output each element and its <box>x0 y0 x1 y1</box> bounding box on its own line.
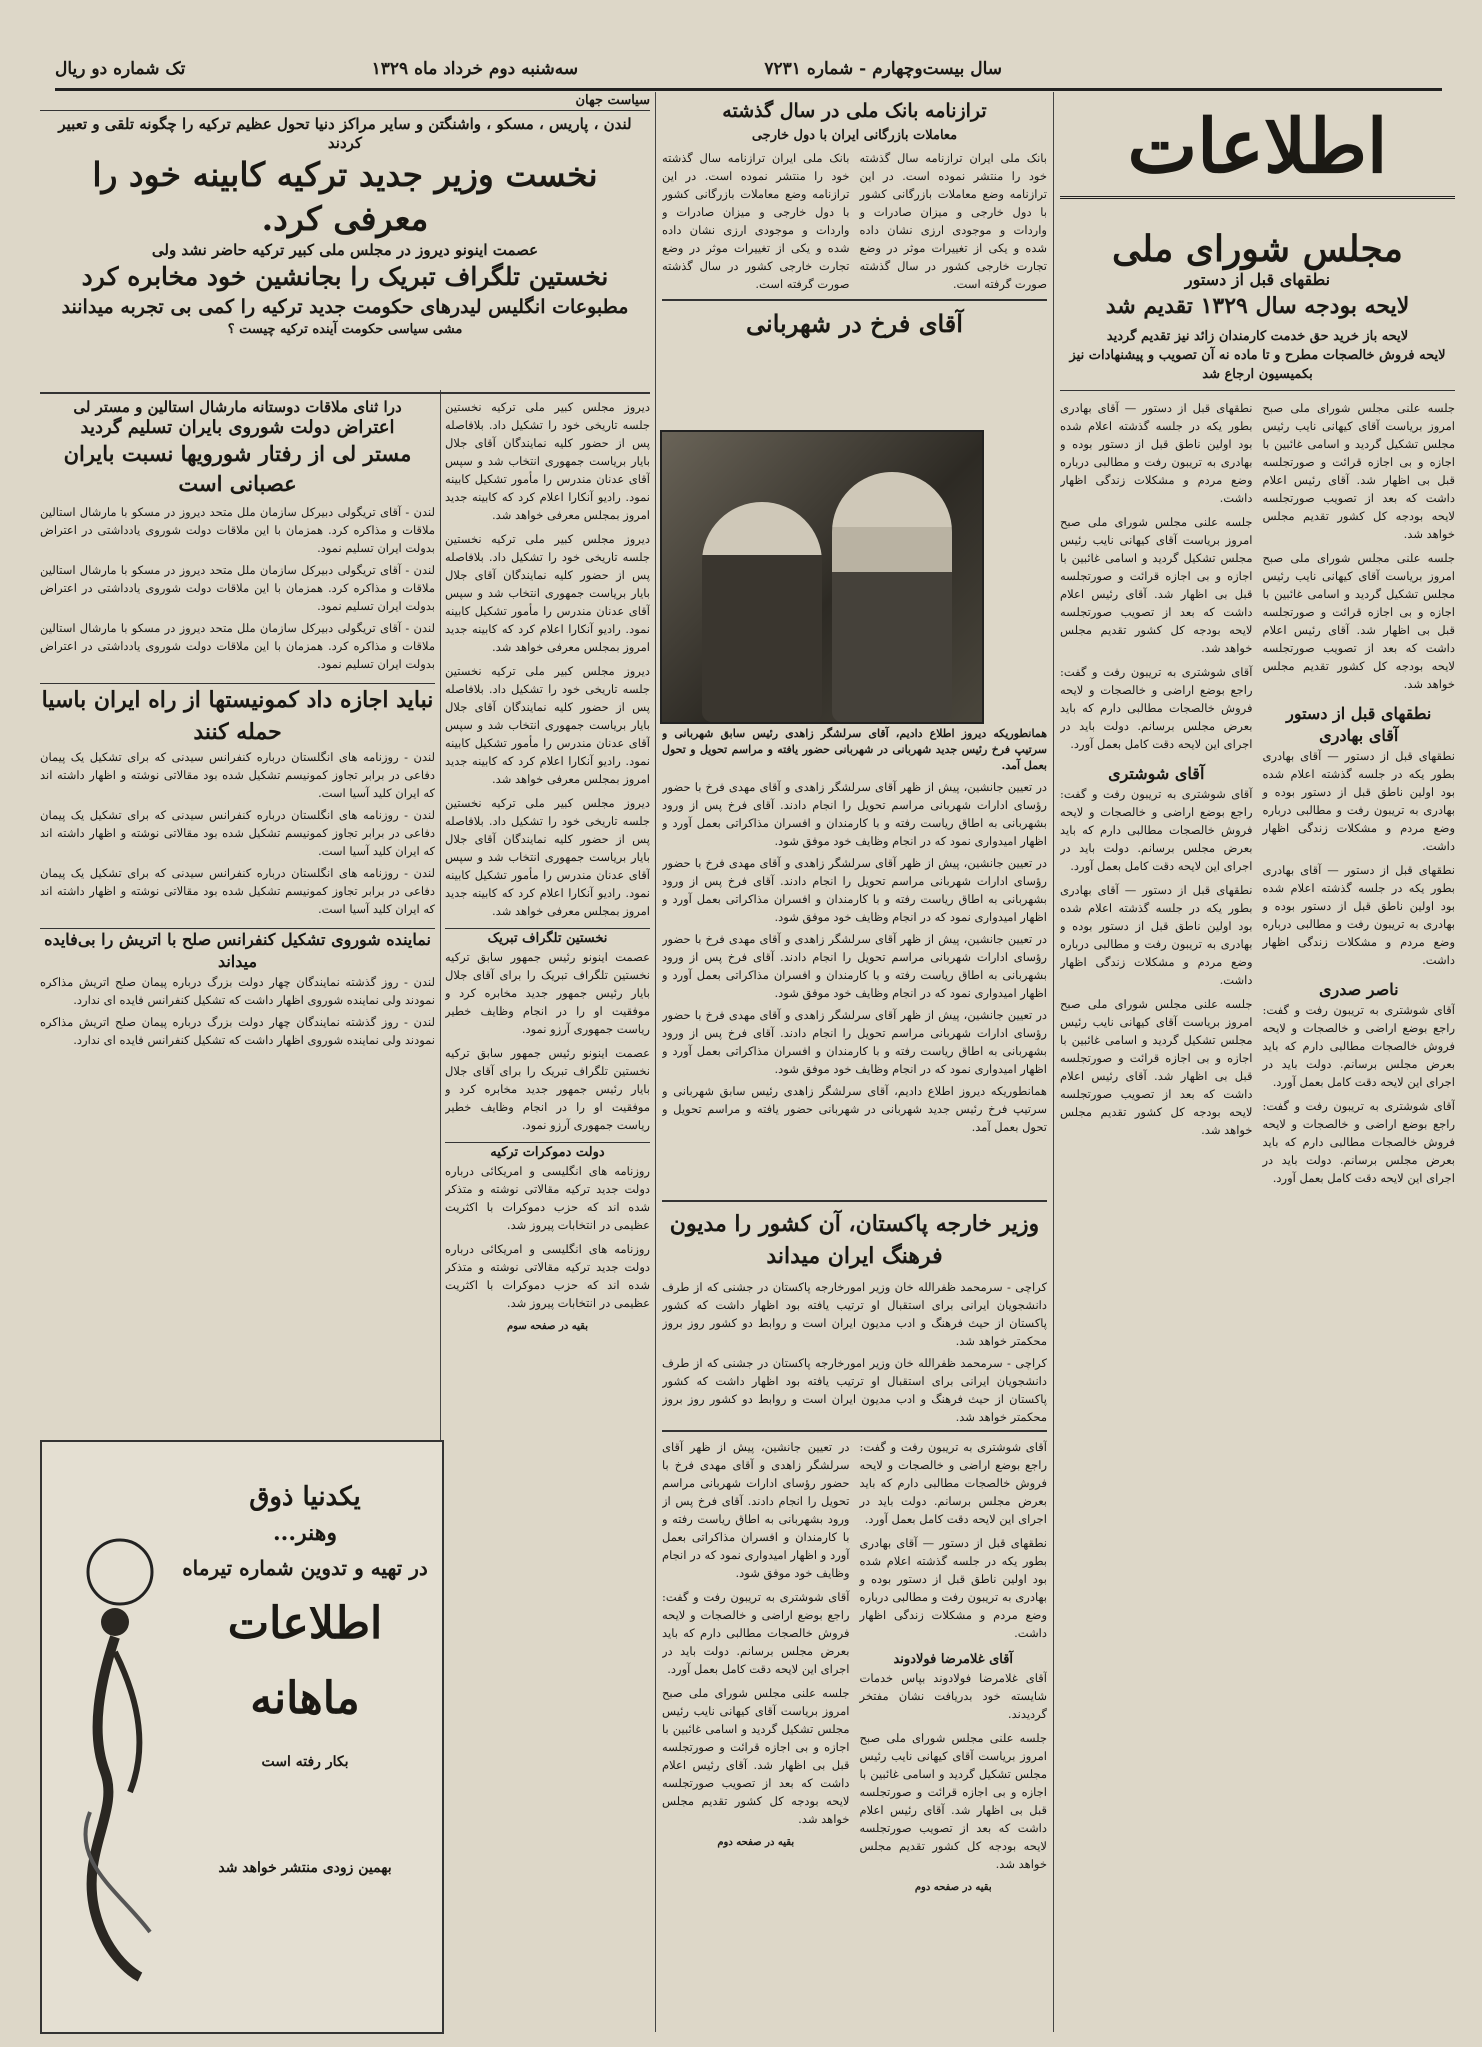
ad-text-block <box>180 1482 430 1876</box>
continued-footer: بقیه در صفحه دوم <box>717 1837 795 1848</box>
world-lead: لندن ، پاریس ، مسکو ، واشنگتن و سایر مراکز دنیا تحول عظیم ترکیه را چگونه تلقی و تعبیر کردند <box>58 115 632 152</box>
communists-title: نباید اجازه داد کمونیستها از راه ایران باسیا حمله کنند <box>40 683 435 748</box>
telegram-title: نخستین تلگراف تبریک <box>445 928 650 948</box>
budget-headline: لایحه بودجه سال ۱۳۲۹ تقدیم شد <box>1105 293 1410 319</box>
telegram-body: عصمت اینونو رئیس جمهور سابق ترکیه نخستین تلگراف تبریک را برای آقای جلال بایار رئیس جمهور جدید مخابره کرد و موفقیت او را در انجام وظایف خطیر ریاست جمهوری آرزو نمود. <box>445 950 650 1036</box>
police-chiefs-photo <box>660 430 984 724</box>
majlis-body: آقای شوشتری به تریبون رفت و گفت: راجع بوضع اراضی و خالصجات و لایحه فروش خالصجات مطالبی دارم که باید بعرض مجلس برسانم. دولت باید در اجرای این لایحه دقت کامل بعمل آورد. <box>1060 665 1253 751</box>
democrats-body: روزنامه های انگلیسی و امریکائی درباره دولت جدید ترکیه مقالاتی نوشته و متذکر شده اند که حزب دموکرات با اکثریت عظیمی در انتخابات پیروز شد. <box>445 1164 650 1232</box>
stalin-title-2: اعتراض دولت شوروی بایران تسلیم گردید <box>80 417 395 438</box>
column-rule <box>655 92 656 2032</box>
continued-body: جلسه علنی مجلس شورای ملی صبح امروز بریاست آقای کیهانی نایب رئیس مجلس تشکیل گردید و اسامی غائبین با اجازه و بی اجازه قرائت و صورتجلسه قبل بی اظهار شد. آقای رئیس اعلام داشت که بعد از تصویب صورتجلسه لایحه بودجه کل کشور تقدیم مجلس خواهد شد. <box>662 1686 850 1826</box>
issue-date: سه‌شنبه دوم خرداد ماه ۱۳۲۹ <box>371 59 579 79</box>
majlis-body: آقای شوشتری به تریبون رفت و گفت: راجع بوضع اراضی و خالصجات و لایحه فروش خالصجات مطالبی دارم که باید بعرض مجلس برسانم. دولت باید در اجرای این لایحه دقت کامل بعمل آورد. <box>1060 787 1253 873</box>
bank-subtitle: معاملات بازرگانی ایران با دول خارجی <box>751 128 958 143</box>
ad-line-5: ماهانه <box>250 1673 360 1724</box>
bank-body: بانک ملی ایران ترازنامه سال گذشته خود را منتشر نموده است. در این ترازنامه وضع معاملات بازرگانی کشور با دول خارجی و میزان صادرات و واردات و موجودی ارزی نشان داده شده و یکی از تغییرات موثر در وضع تجارت خارجی کشور در سال گذشته صورت گرفته است. <box>662 151 850 291</box>
shushtari-heading: آقای شوشتری <box>1108 764 1205 783</box>
ad-line-6: بکار رفته است <box>261 1754 349 1770</box>
continued-body: جلسه علنی مجلس شورای ملی صبح امروز بریاست آقای کیهانی نایب رئیس مجلس تشکیل گردید و اسامی غائبین با اجازه و بی اجازه قرائت و صورتجلسه قبل بی اظهار شد. آقای رئیس اعلام داشت که بعد از تصویب صورتجلسه لایحه بودجه کل کشور تقدیم مجلس خواهد شد. <box>859 1731 1047 1871</box>
british-press-headline: مطبوعات انگلیس لیدرهای حکومت جدید ترکیه را کمی بی تجربه میدانند <box>61 296 629 318</box>
communists-body: لندن - روزنامه های انگلستان درباره کنفرانس سیدنی که برای تشکیل یک پیمان دفاعی در برابر تجاوز کمونیسم تشکیل شده بود مقالاتی نوشته و اظهار داشته اند که ایران کلید آسیا است. <box>40 750 435 800</box>
turkey-body: دیروز مجلس کبیر ملی ترکیه نخستین جلسه تاریخی خود را تشکیل داد. بلافاصله پس از حضور کلیه نمایندگان آقای جلال بایار بریاست جمهوری انتخاب شد و سپس آقای عدنان مندرس را مأمور تشکیل کابینه نمود. رادیو آنکارا اعلام کرد که کابینه جدید امروز بمجلس معرفی خواهد شد. <box>445 796 650 918</box>
peace-body: لندن - روز گذشته نمایندگان چهار دولت بزرگ درباره پیمان صلح اتریش مذاکره نمودند ولی نماینده شوروی اظهار داشت که تشکیل کنفرانس فایده ای ندارد. <box>40 975 435 1007</box>
farrokh-body: در تعیین جانشین، پیش از ظهر آقای سرلشگر زاهدی و آقای مهدی فرخ با حضور رؤسای ادارات شهربانی مراسم تحویل را انجام دادند. آقای فرخ پس از ورود بشهربانی به اطاق ریاست رفته و با کارمندان و افسران مذاکراتی بعمل آورد و اظهار امیدواری نمود که در انجام وظایف خود موفق شود. <box>662 780 1047 848</box>
sale-headline: لایحه فروش خالصجات مطرح و تا ماده نه آن تصویب و پیشنهادات نیز بکمیسیون ارجاع شد <box>1060 346 1455 391</box>
issue-number: سال بیست‌وچهارم - شماره ۷۲۳۱ <box>764 59 1002 79</box>
pakistan-body: کراچی - سرمحمد ظفرالله خان وزیر امورخارجه پاکستان در جشنی که از طرف دانشجویان ایرانی برای استقبال او ترتیب یافته بود اظهار داشت که کشور پاکستان از حیث فرهنگ و ادب مدیون ایران است و روابط دو کشور روز بروز محکمتر خواهد شد. <box>662 1356 1047 1424</box>
communists-body: لندن - روزنامه های انگلستان درباره کنفرانس سیدنی که برای تشکیل یک پیمان دفاعی در برابر تجاوز کمونیسم تشکیل شده بود مقالاتی نوشته و اظهار داشته اند که ایران کلید آسیا است. <box>40 808 435 858</box>
monthly-magazine-ad <box>40 1440 444 2034</box>
pakistan-body: کراچی - سرمحمد ظفرالله خان وزیر امورخارجه پاکستان در جشنی که از طرف دانشجویان ایرانی برای استقبال او ترتیب یافته بود اظهار داشت که کشور پاکستان از حیث فرهنگ و ادب مدیون ایران است و روابط دو کشور روز بروز محکمتر خواهد شد. <box>662 1280 1047 1348</box>
continued-body: آقای شوشتری به تریبون رفت و گفت: راجع بوضع اراضی و خالصجات و لایحه فروش خالصجات مطالبی دارم که باید بعرض مجلس برسانم. دولت باید در اجرای این لایحه دقت کامل بعمل آورد. <box>859 1440 1047 1526</box>
turkey-body-column <box>445 398 650 2018</box>
majlis-body: نطقهای قبل از دستور — آقای بهادری بطور یکه در جلسه گذشته اعلام شده بود اولین ناطق قبل از دستور بوده و بهادری به تریبون رفت و مطالبی درباره وضع مردم و مشکلات زندگی اظهار داشت. <box>1262 749 1455 853</box>
majlis-title: مجلس شورای ملی <box>1112 228 1403 270</box>
telegram-body: عصمت اینونو رئیس جمهور سابق ترکیه نخستین تلگراف تبریک را برای آقای جلال بایار رئیس جمهور جدید مخابره کرد و موفقیت او را در انجام وظایف خطیر ریاست جمهوری آرزو نمود. <box>445 1046 650 1132</box>
section-rule <box>662 1200 1047 1202</box>
farrokh-body: در تعیین جانشین، پیش از ظهر آقای سرلشگر زاهدی و آقای مهدی فرخ با حضور رؤسای ادارات شهربانی مراسم تحویل را انجام دادند. آقای فرخ پس از ورود بشهربانی به اطاق ریاست رفته و با کارمندان و افسران مذاکراتی بعمل آورد و اظهار امیدواری نمود که در انجام وظایف خود موفق شود. <box>662 932 1047 1000</box>
majlis-body: جلسه علنی مجلس شورای ملی صبح امروز بریاست آقای کیهانی نایب رئیس مجلس تشکیل گردید و اسامی غائبین با اجازه و بی اجازه قرائت و صورتجلسه قبل بی اظهار شد. آقای رئیس اعلام داشت که بعد از تصویب صورتجلسه لایحه بودجه کل کشور تقدیم مجلس خواهد شد. <box>1262 401 1455 541</box>
farrokh-body: همانطوریکه دیروز اطلاع دادیم، آقای سرلشگر زاهدی رئیس سابق شهربانی و سرتیپ فرخ رئیس جدید شهربانی در شهربانی حضور یافته و مراسم تحویل و تحول بعمل آمد. <box>662 1084 1047 1134</box>
continued-body: آقای شوشتری به تریبون رفت و گفت: راجع بوضع اراضی و خالصجات و لایحه فروش خالصجات مطالبی دارم که باید بعرض مجلس برسانم. دولت باید در اجرای این لایحه دقت کامل بعمل آورد. <box>662 1590 850 1676</box>
pakistan-title: وزیر خارجه پاکستان، آن کشور را مدیون فرهنگ ایران میداند <box>669 1211 1040 1269</box>
majlis-column <box>1060 92 1455 2032</box>
democrats-body: روزنامه های انگلیسی و امریکائی درباره دولت جدید ترکیه مقالاتی نوشته و متذکر شده اند که حزب دموکرات با اکثریت عظیمی در انتخابات پیروز شد. <box>445 1242 650 1310</box>
majlis-body: نطقهای قبل از دستور — آقای بهادری بطور یکه در جلسه گذشته اعلام شده بود اولین ناطق قبل از دستور بوده و بهادری به تریبون رفت و مطالبی درباره وضع مردم و مشکلات زندگی اظهار داشت. <box>1060 401 1253 505</box>
section-rule <box>40 392 650 394</box>
ad-line-3: در تهیه و تدوین شماره تیرماه <box>182 1556 428 1580</box>
inonu-subtitle: عصمت اینونو دیروز در مجلس ملی کبیر ترکیه حاضر نشد ولی <box>151 241 539 259</box>
telegram-headline: نخستین تلگراف تبریک را بجانشین خود مخابره کرد <box>81 262 609 291</box>
stalin-body: لندن - آقای تریگولی دبیرکل سازمان ملل متحد دیروز در مسکو با مارشال استالین ملاقات و مذاکره کرد. همزمان با این ملاقات دولت شوروی یادداشتی در اعتراض بدولت ایران تسلیم نمود. <box>40 563 435 613</box>
stalin-column <box>40 398 435 1433</box>
masthead-bar <box>55 50 1442 91</box>
noutagh-heading: نطقهای قبل از دستور <box>1286 704 1432 723</box>
peace-body: لندن - روز گذشته نمایندگان چهار دولت بزرگ درباره پیمان صلح اتریش مذاکره نمودند ولی نماینده شوروی اظهار داشت که تشکیل کنفرانس فایده ای ندارد. <box>40 1015 435 1047</box>
turkey-policy-subtitle: مشی سیاسی حکومت آینده ترکیه چیست ؟ <box>227 322 463 337</box>
democrats-title: دولت دموکرات ترکیه <box>445 1142 650 1162</box>
turkey-cabinet-title: نخست وزیر جدید ترکیه کابینه خود را معرفی کرد. <box>92 155 598 238</box>
ad-line-4: اطلاعات <box>227 1598 383 1649</box>
majlis-body: آقای شوشتری به تریبون رفت و گفت: راجع بوضع اراضی و خالصجات و لایحه فروش خالصجات مطالبی دارم که باید بعرض مجلس برسانم. دولت باید در اجرای این لایحه دقت کامل بعمل آورد. <box>1262 1099 1455 1185</box>
continued-body: نطقهای قبل از دستور — آقای بهادری بطور یکه در جلسه گذشته اعلام شده بود اولین ناطق قبل از دستور بوده و بهادری به تریبون رفت و مطالبی درباره وضع مردم و مشکلات زندگی اظهار داشت. <box>859 1536 1047 1640</box>
continued-footer: بقیه در صفحه سوم <box>506 1321 589 1332</box>
buyback-headline: لایحه باز خرید حق خدمت کارمندان زائد نیز تقدیم گردید <box>1106 329 1409 344</box>
stalin-body: لندن - آقای تریگولی دبیرکل سازمان ملل متحد دیروز در مسکو با مارشال استالین ملاقات و مذاکره کرد. همزمان با این ملاقات دولت شوروی یادداشتی در اعتراض بدولت ایران تسلیم نمود. <box>40 505 435 555</box>
communists-body: لندن - روزنامه های انگلستان درباره کنفرانس سیدنی که برای تشکیل یک پیمان دفاعی در برابر تجاوز کمونیسم تشکیل شده بود مقالاتی نوشته و اظهار داشته اند که ایران کلید آسیا است. <box>40 866 435 916</box>
stalin-title-1: درا ثنای ملاقات دوستانه مارشال استالین و مستر لی <box>73 398 402 416</box>
gholamreza-title: آقای غلامرضا فولادوند <box>893 1652 1014 1667</box>
stalin-title-3: مستر لی از رفتار شورویها نسبت بایران عصبانی است <box>63 441 412 496</box>
bank-body: بانک ملی ایران ترازنامه سال گذشته خود را منتشر نموده است. در این ترازنامه وضع معاملات بازرگانی کشور با دول خارجی و میزان صادرات و واردات و موجودی ارزی نشان داده شده و یکی از تغییرات موثر در وضع تجارت خارجی کشور در سال گذشته صورت گرفته است. <box>859 151 1047 291</box>
majlis-body: نطقهای قبل از دستور — آقای بهادری بطور یکه در جلسه گذشته اعلام شده بود اولین ناطق قبل از دستور بوده و بهادری به تریبون رفت و مطالبی درباره وضع مردم و مشکلات زندگی اظهار داشت. <box>1060 883 1253 987</box>
majlis-body: آقای شوشتری به تریبون رفت و گفت: راجع بوضع اراضی و خالصجات و لایحه فروش خالصجات مطالبی دارم که باید بعرض مجلس برسانم. دولت باید در اجرای این لایحه دقت کامل بعمل آورد. <box>1262 1003 1455 1089</box>
farrokh-story <box>662 726 1047 1246</box>
photo-caption: همانطوریکه دیروز اطلاع دادیم، آقای سرلشگر زاهدی رئیس سابق شهربانی و سرتیپ فرخ رئیس جدید شهربانی در شهربانی حضور یافته و مراسم تحویل و تحول بعمل آمد. <box>662 727 1047 772</box>
turkey-body: دیروز مجلس کبیر ملی ترکیه نخستین جلسه تاریخی خود را تشکیل داد. بلافاصله پس از حضور کلیه نمایندگان آقای جلال بایار بریاست جمهوری انتخاب شد و سپس آقای عدنان مندرس را مأمور تشکیل کابینه نمود. رادیو آنکارا اعلام کرد که کابینه جدید امروز بمجلس معرفی خواهد شد. <box>445 400 650 522</box>
world-politics-section <box>40 92 650 392</box>
section-rule <box>662 1430 1047 1432</box>
turkey-body: دیروز مجلس کبیر ملی ترکیه نخستین جلسه تاریخی خود را تشکیل داد. بلافاصله پس از حضور کلیه نمایندگان آقای جلال بایار بریاست جمهوری انتخاب شد و سپس آقای عدنان مندرس را مأمور تشکیل کابینه نمود. رادیو آنکارا اعلام کرد که کابینه جدید امروز بمجلس معرفی خواهد شد. <box>445 532 650 654</box>
gholamreza-body: آقای غلامرضا فولادوند بپاس خدمات شایسته خود بدریافت نشان مفتخر گردیدند. <box>859 1671 1047 1721</box>
ad-line-2: وهنر... <box>273 1520 337 1546</box>
ad-footer: بهمین زودی منتشر خواهد شد <box>218 1860 392 1876</box>
bahadori-heading: آقای بهادری <box>1319 726 1399 745</box>
world-label: سیاست جهان <box>40 92 650 111</box>
majlis-body: جلسه علنی مجلس شورای ملی صبح امروز بریاست آقای کیهانی نایب رئیس مجلس تشکیل گردید و اسامی غائبین با اجازه و بی اجازه قرائت و صورتجلسه قبل بی اظهار شد. آقای رئیس اعلام داشت که بعد از تصویب صورتجلسه لایحه بودجه کل کشور تقدیم مجلس خواهد شد. <box>1262 551 1455 691</box>
ad-line-1: یکدنیا ذوق <box>249 1482 361 1512</box>
issue-price: تک شماره دو ریال <box>55 59 186 79</box>
majlis-body: جلسه علنی مجلس شورای ملی صبح امروز بریاست آقای کیهانی نایب رئیس مجلس تشکیل گردید و اسامی غائبین با اجازه و بی اجازه قرائت و صورتجلسه قبل بی اظهار شد. آقای رئیس اعلام داشت که بعد از تصویب صورتجلسه لایحه بودجه کل کشور تقدیم مجلس خواهد شد. <box>1060 515 1253 655</box>
farrokh-body: در تعیین جانشین، پیش از ظهر آقای سرلشگر زاهدی و آقای مهدی فرخ با حضور رؤسای ادارات شهربانی مراسم تحویل را انجام دادند. آقای فرخ پس از ورود بشهربانی به اطاق ریاست رفته و با کارمندان و افسران مذاکراتی بعمل آورد و اظهار امیدواری نمود که در انجام وظایف خود موفق شود. <box>662 1008 1047 1076</box>
stalin-body: لندن - آقای تریگولی دبیرکل سازمان ملل متحد دیروز در مسکو با مارشال استالین ملاقات و مذاکره کرد. همزمان با این ملاقات دولت شوروی یادداشتی در اعتراض بدولت ایران تسلیم نمود. <box>40 621 435 671</box>
photo-person-right <box>832 472 952 722</box>
newspaper-logo: اطلاعات <box>1060 102 1455 199</box>
continued-body: در تعیین جانشین، پیش از ظهر آقای سرلشگر زاهدی و آقای مهدی فرخ با حضور رؤسای ادارات شهربانی مراسم تحویل را انجام دادند. آقای فرخ پس از ورود بشهربانی به اطاق ریاست رفته و با کارمندان و افسران مذاکراتی بعمل آورد و اظهار امیدواری نمود که در انجام وظایف خود موفق شود. <box>662 1440 850 1580</box>
peace-title: نماینده شوروی تشکیل کنفرانس صلح با اتریش را بی‌فایده میداند <box>40 928 435 973</box>
majlis-subtitle: نطقهای قبل از دستور <box>1184 270 1331 289</box>
farrokh-body: در تعیین جانشین، پیش از ظهر آقای سرلشگر زاهدی و آقای مهدی فرخ با حضور رؤسای ادارات شهربانی مراسم تحویل را انجام دادند. آقای فرخ پس از ورود بشهربانی به اطاق ریاست رفته و با کارمندان و افسران مذاکراتی بعمل آورد و اظهار امیدواری نمود که در انجام وظایف خود موفق شود. <box>662 856 1047 924</box>
majlis-body: جلسه علنی مجلس شورای ملی صبح امروز بریاست آقای کیهانی نایب رئیس مجلس تشکیل گردید و اسامی غائبین با اجازه و بی اجازه قرائت و صورتجلسه قبل بی اظهار شد. آقای رئیس اعلام داشت که بعد از تصویب صورتجلسه لایحه بودجه کل کشور تقدیم مجلس خواهد شد. <box>1060 997 1253 1137</box>
photo-person-left <box>702 502 822 722</box>
column-rule <box>1053 92 1054 2032</box>
bank-title: ترازنامه بانک ملی در سال گذشته <box>722 100 987 122</box>
farrokh-title: آقای فرخ در شهربانی <box>746 309 963 338</box>
continued-footer: بقیه در صفحه دوم <box>914 1882 992 1893</box>
pakistan-story <box>662 1208 1047 1428</box>
dancer-illustration <box>60 1512 170 1982</box>
majlis-body: نطقهای قبل از دستور — آقای بهادری بطور یکه در جلسه گذشته اعلام شده بود اولین ناطق قبل از دستور بوده و بهادری به تریبون رفت و مطالبی درباره وضع مردم و مشکلات زندگی اظهار داشت. <box>1262 863 1455 967</box>
safdari-heading: ناصر صدری <box>1318 980 1399 999</box>
middle-lower <box>662 1438 1047 2023</box>
turkey-body: دیروز مجلس کبیر ملی ترکیه نخستین جلسه تاریخی خود را تشکیل داد. بلافاصله پس از حضور کلیه نمایندگان آقای جلال بایار بریاست جمهوری انتخاب شد و سپس آقای عدنان مندرس را مأمور تشکیل کابینه نمود. رادیو آنکارا اعلام کرد که کابینه جدید امروز بمجلس معرفی خواهد شد. <box>445 664 650 786</box>
